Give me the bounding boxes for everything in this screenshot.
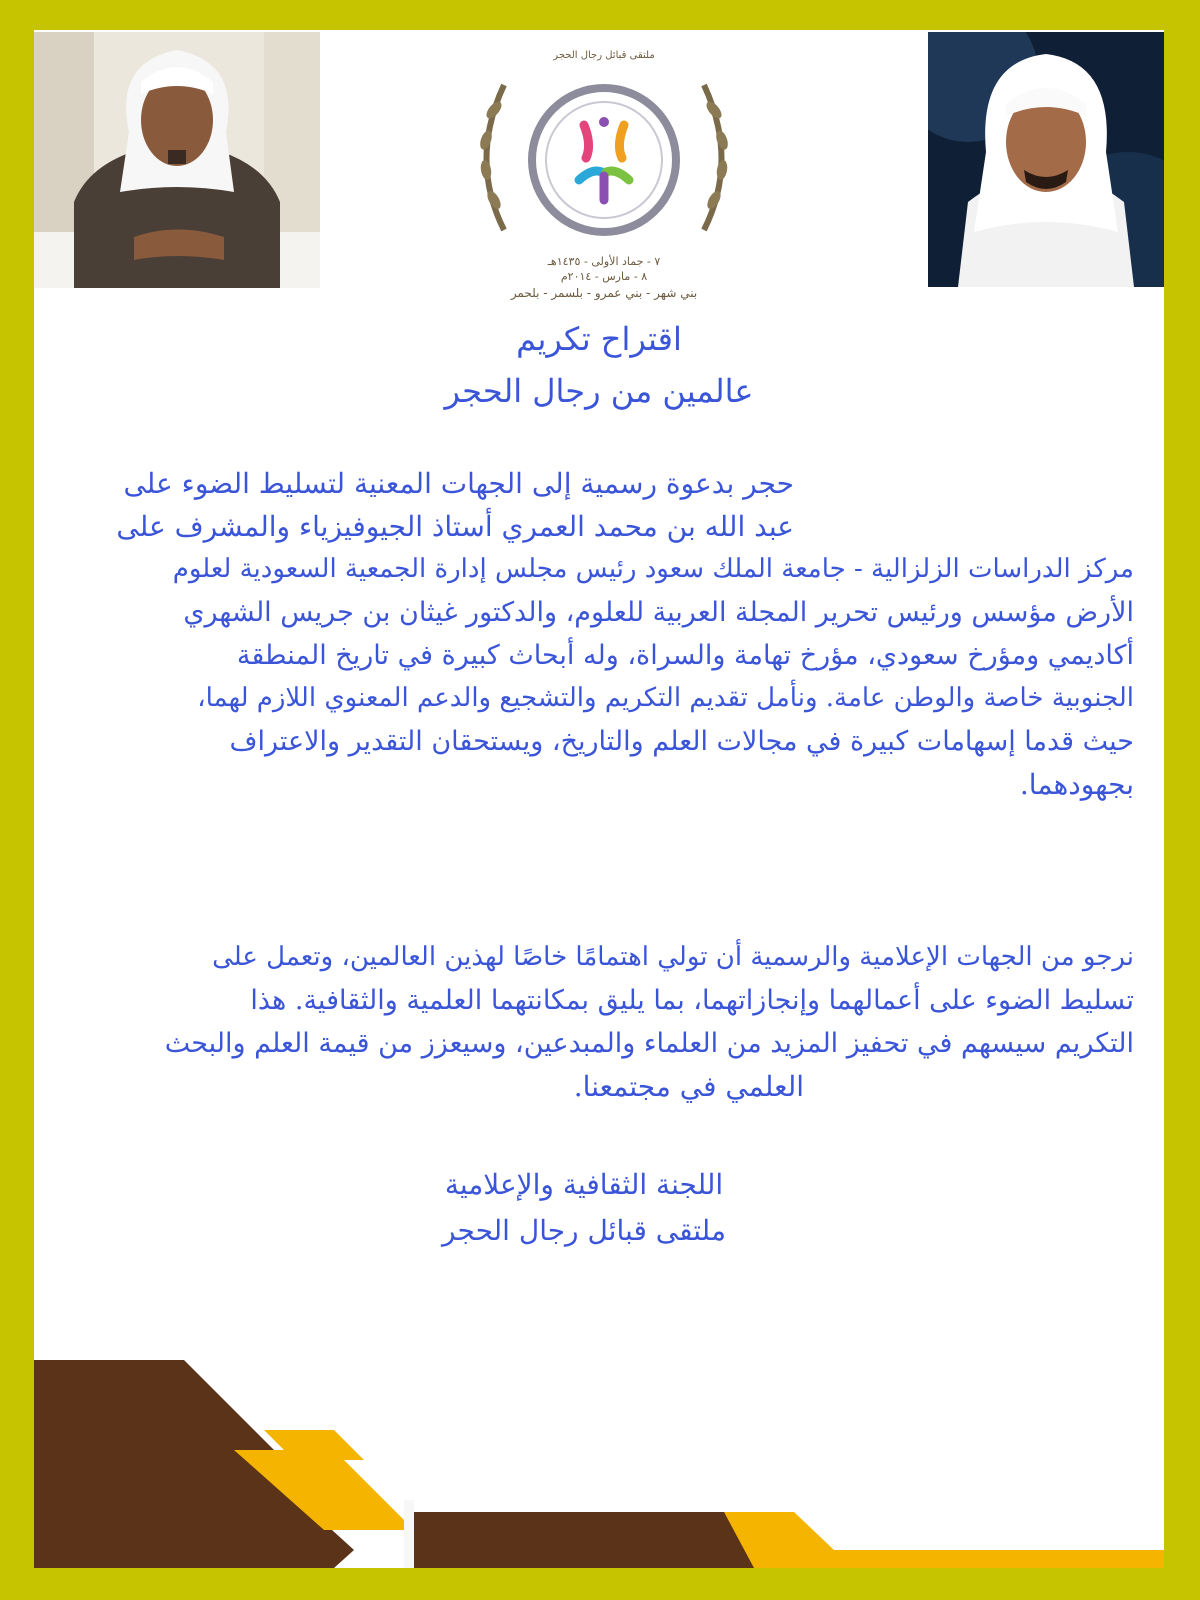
logo-date-gregorian: ٨ - مارس - ٢٠١٤م	[560, 270, 648, 283]
logo-emblem	[464, 50, 744, 255]
logo-tribes: بني شهر - بني عمرو - بلسمر - بلحمر	[510, 286, 698, 300]
paragraph-2-line: تسليط الضوء على أعمالهما وإنجازاتهما، بما يليق بمكانتهما العلمية والثقافية. هذا	[250, 985, 1134, 1016]
paragraph-1-line: مركز الدراسات الزلزالية - جامعة الملك سعود رئيس مجلس إدارة الجمعية السعودية لعلوم	[172, 554, 1134, 584]
signature-committee: اللجنة الثقافية والإعلامية	[444, 1168, 724, 1201]
title-line-2: عالمين من رجال الحجر	[444, 372, 754, 410]
paragraph-2-line: نرجو من الجهات الإعلامية والرسمية أن تولي اهتمامًا خاصًا لهذين العالمين، وتعمل على	[212, 942, 1134, 972]
paragraph-1-line: بجهودهما.	[1019, 768, 1134, 801]
title-line-1: اقتراح تكريم	[516, 320, 682, 358]
portrait-left	[34, 32, 320, 288]
paragraph-1-line: الأرض مؤسس ورئيس تحرير المجلة العربية للعلوم، والدكتور غيثان بن جريس الشهري	[183, 597, 1134, 628]
document-sheet	[34, 30, 1164, 1568]
paragraph-2-line: التكريم سيسهم في تحفيز المزيد من العلماء والمبدعين، وسيعزز من قيمة العلم والبحث	[164, 1028, 1134, 1059]
paragraph-1-line: حجر بدعوة رسمية إلى الجهات المعنية لتسليط الضوء على	[123, 467, 794, 500]
portrait-right	[928, 32, 1164, 287]
paragraph-1-line: الجنوبية خاصة والوطن عامة. ونأمل تقديم التكريم والتشجيع والدعم المعنوي اللازم لهما،	[197, 683, 1134, 713]
logo-date-hijri: ٧ - جماد الأولى - ١٤٣٥هـ	[547, 255, 661, 268]
paragraph-1-line: أكاديمي ومؤرخ سعودي، مؤرخ تهامة والسراة، وله أبحاث كبيرة في تاريخ المنطقة	[236, 640, 1134, 671]
signature-organization: ملتقى قبائل رجال الحجر	[442, 1214, 726, 1247]
logo	[464, 50, 744, 310]
paragraph-1-line: حيث قدما إسهامات كبيرة في مجالات العلم والتاريخ، ويستحقان التقدير والاعتراف	[229, 726, 1134, 757]
paragraph-1-line: عبد الله بن محمد العمري أستاذ الجيوفيزياء والمشرف على	[116, 510, 794, 543]
portrait-left-image	[34, 32, 320, 288]
logo-ring-text: ملتقى قبائل رجال الحجر	[553, 50, 655, 61]
portrait-right-image	[928, 32, 1164, 287]
paragraph-2	[94, 936, 1134, 1108]
paragraph-1	[94, 462, 1134, 806]
decorative-footer-shapes	[34, 1300, 1164, 1568]
signature	[334, 1162, 834, 1254]
paragraph-2-line: العلمي في مجتمعنا.	[573, 1070, 804, 1103]
